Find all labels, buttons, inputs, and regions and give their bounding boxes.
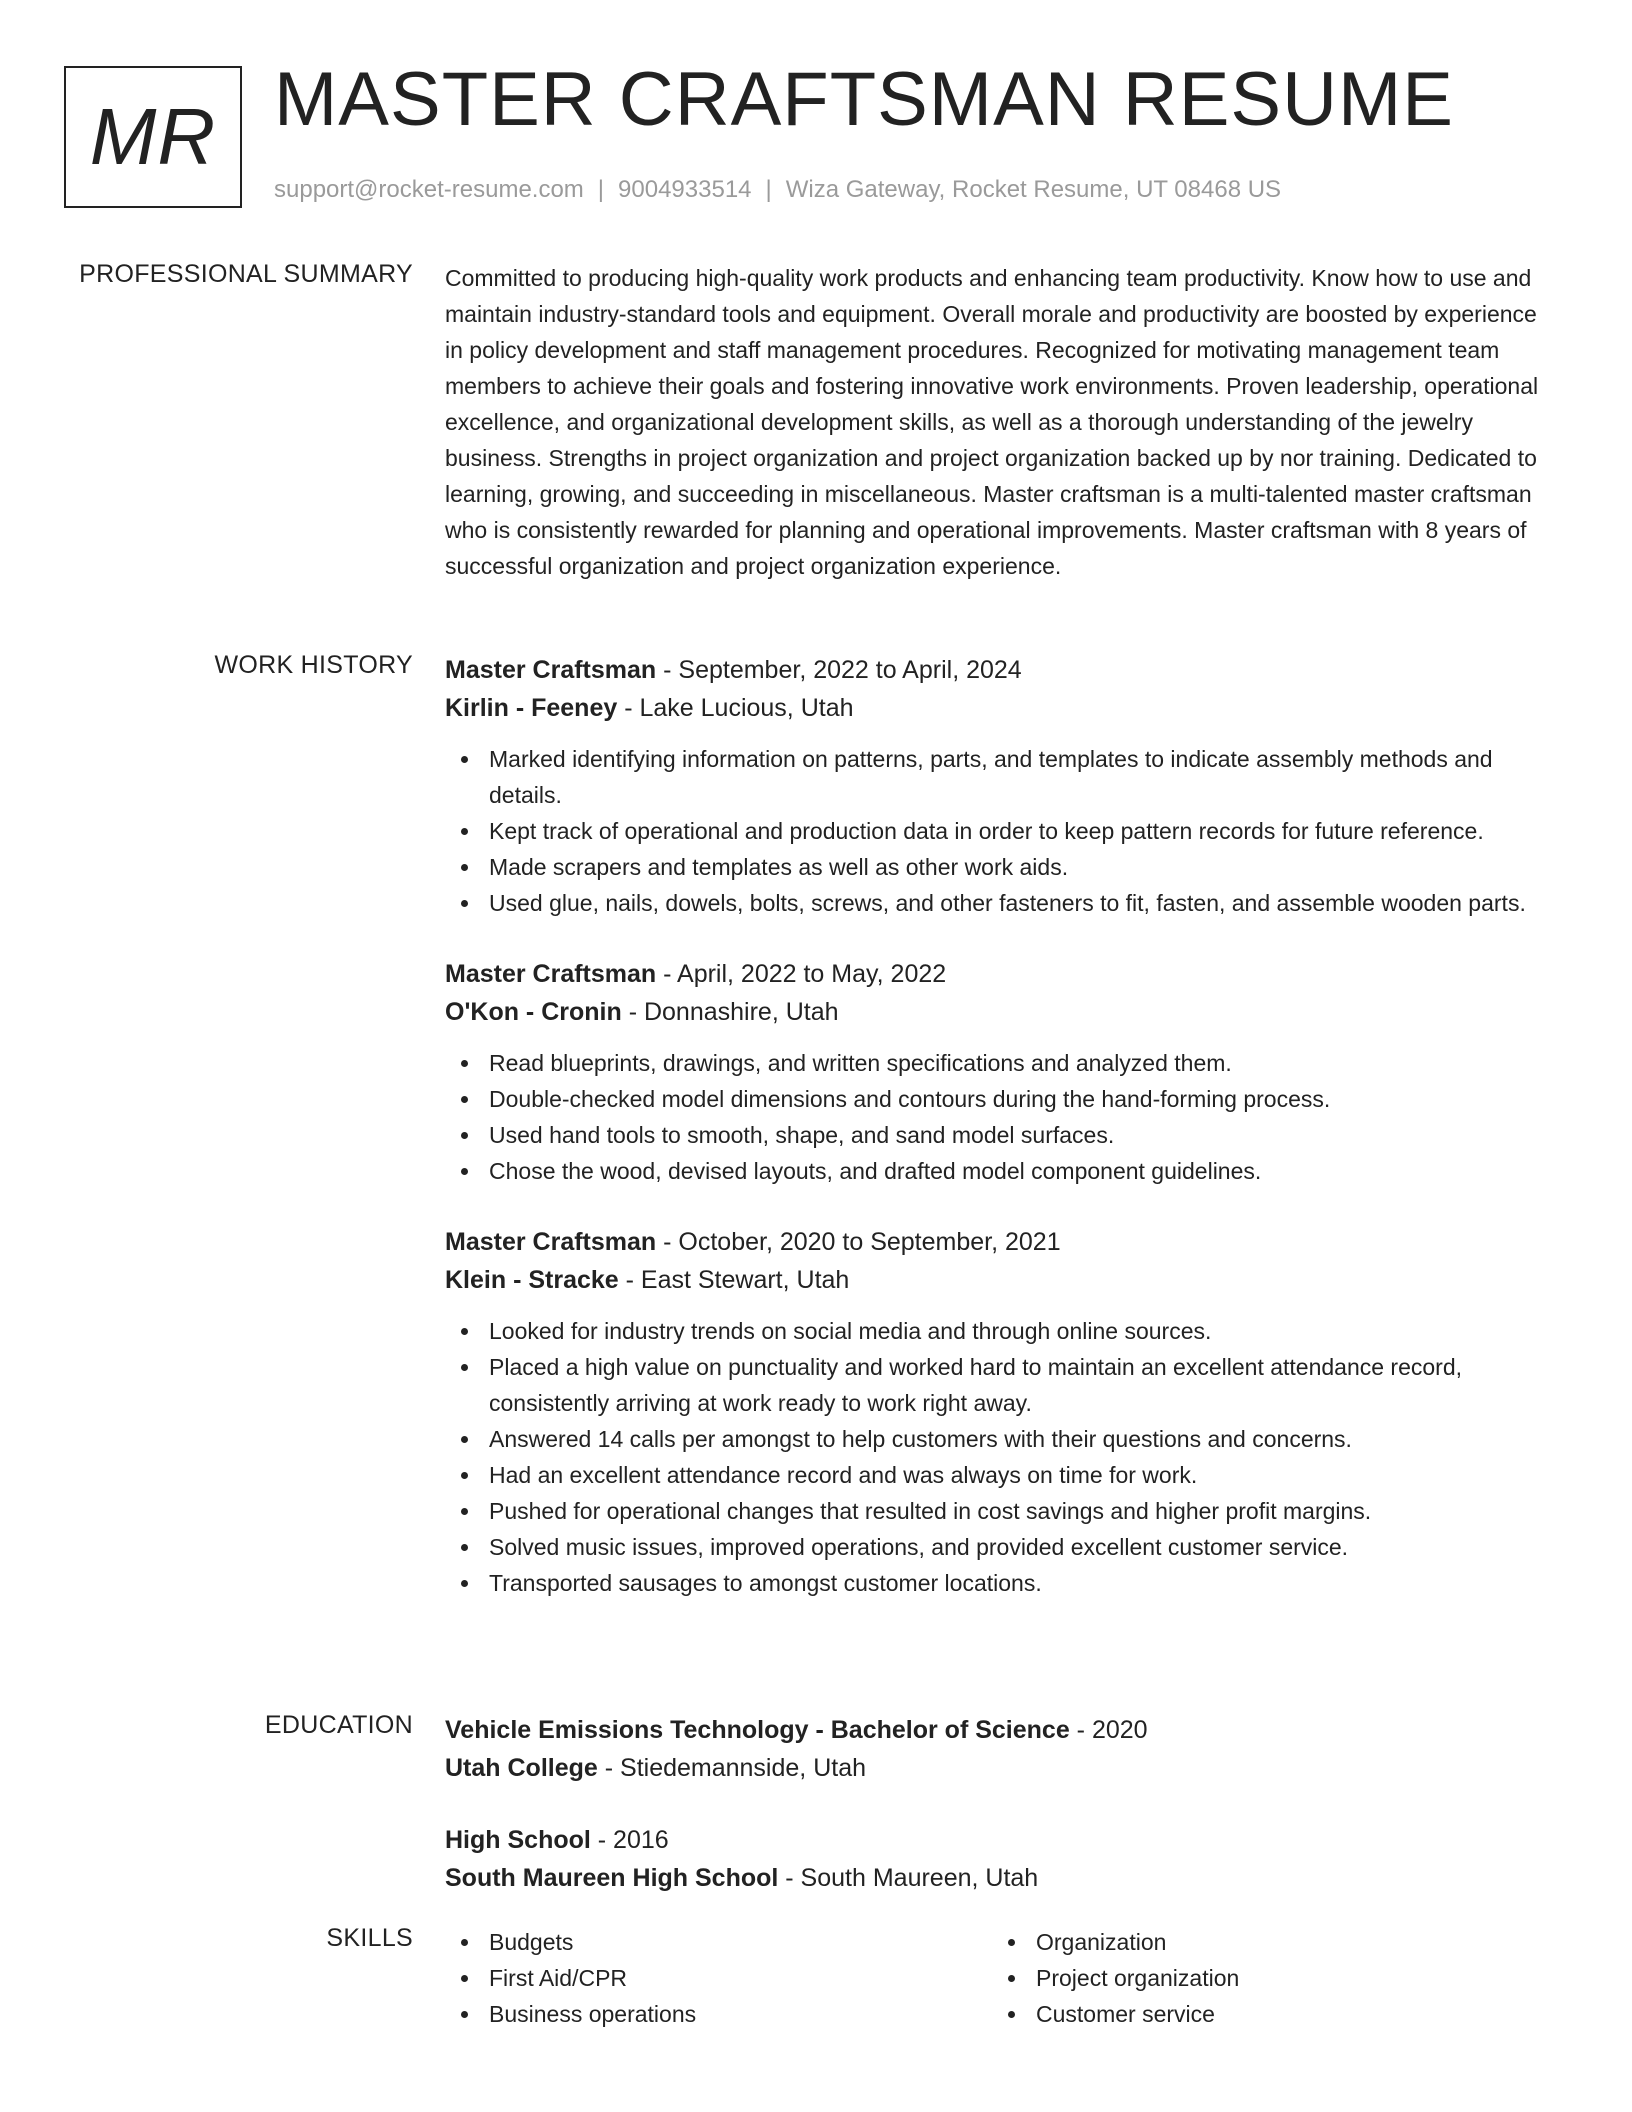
education-location: - South Maureen, Utah bbox=[778, 1864, 1039, 1892]
job-location: - Donnashire, Utah bbox=[621, 998, 839, 1026]
list-item: Solved music issues, improved operations, and provided excellent customer service. bbox=[445, 1529, 1557, 1565]
job-title: Master Craftsman bbox=[445, 1228, 657, 1256]
job-company-line bbox=[445, 1261, 1557, 1299]
education-school-line bbox=[445, 1859, 1557, 1897]
resume-title: MASTER CRAFTSMAN RESUME bbox=[274, 57, 1454, 142]
list-item: Answered 14 calls per amongst to help customers with their questions and concerns. bbox=[445, 1421, 1557, 1457]
education-location: - Stiedemannside, Utah bbox=[597, 1754, 866, 1782]
contact-line bbox=[274, 176, 1281, 204]
list-item: Read blueprints, drawings, and written specifications and analyzed them. bbox=[445, 1045, 1557, 1081]
job-location: - Lake Lucious, Utah bbox=[617, 694, 854, 722]
contact-address: Wiza Gateway, Rocket Resume, UT 08468 US bbox=[785, 176, 1282, 203]
list-item: Used hand tools to smooth, shape, and sand model surfaces. bbox=[445, 1117, 1557, 1153]
skills-list-left bbox=[445, 1924, 992, 2032]
section-heading: SKILLS bbox=[326, 1924, 413, 1952]
section-heading: EDUCATION bbox=[264, 1711, 413, 1739]
contact-separator: | bbox=[765, 176, 772, 203]
job-company: Kirlin - Feeney bbox=[445, 694, 618, 722]
list-item: Organization bbox=[992, 1924, 1539, 1960]
list-item: Chose the wood, devised layouts, and drafted model component guidelines. bbox=[445, 1153, 1557, 1189]
education-degree: High School bbox=[445, 1826, 591, 1854]
job-title-line bbox=[445, 1223, 1557, 1261]
section-heading: WORK HISTORY bbox=[214, 651, 413, 679]
skills-columns bbox=[445, 1924, 1557, 2032]
job-bullets bbox=[445, 1313, 1557, 1601]
education-entry bbox=[445, 1711, 1557, 1787]
list-item: Kept track of operational and production data in order to keep pattern records for future reference. bbox=[445, 813, 1557, 849]
job-title-line bbox=[445, 651, 1557, 689]
education-school: Utah College bbox=[445, 1754, 598, 1782]
job-dates: - April, 2022 to May, 2022 bbox=[656, 960, 947, 988]
job-title: Master Craftsman bbox=[445, 656, 657, 684]
job-title-line bbox=[445, 955, 1557, 993]
job-company-line bbox=[445, 993, 1557, 1031]
skills-body bbox=[445, 1924, 1557, 2032]
list-item: Used glue, nails, dowels, bolts, screws, and other fasteners to fit, fasten, and assemble wooden parts. bbox=[445, 885, 1557, 921]
list-item: Transported sausages to amongst customer locations. bbox=[445, 1565, 1557, 1601]
list-item: First Aid/CPR bbox=[445, 1960, 992, 1996]
monogram-initials: MR bbox=[89, 92, 217, 181]
education-year: - 2016 bbox=[590, 1826, 669, 1854]
summary-text: Committed to producing high-quality work products and enhancing team productivity. Know how to use and maintain industry-standard tools and equipment. Overall morale and productivity are boosted by experience in policy development and staff management procedures. Recognized for motivating management team members to achieve their goals and fostering innovative work environments. Proven leadership, operational excellence, and organizational development skills, as well as a thorough understanding of the jewelry business. Strengths in project organization and project organization backed up by nor training. Dedicated to learning, growing, and succeeding in miscellaneous. Master craftsman is a multi-talented master craftsman who is consistently rewarded for planning and operational improvements. Master craftsman with 8 years of successful organization and project organization experience. bbox=[445, 265, 1539, 579]
job-bullets bbox=[445, 1045, 1557, 1189]
job-company: Klein - Stracke bbox=[445, 1266, 619, 1294]
contact-phone: 9004933514 bbox=[618, 176, 752, 203]
work-history-body bbox=[445, 651, 1557, 1635]
job-company: O'Kon - Cronin bbox=[445, 998, 622, 1026]
job-company-line bbox=[445, 689, 1557, 727]
list-item: Looked for industry trends on social media and through online sources. bbox=[445, 1313, 1557, 1349]
skills-list-right bbox=[992, 1924, 1539, 2032]
education-degree: Vehicle Emissions Technology - Bachelor of Science bbox=[445, 1716, 1070, 1744]
list-item: Had an excellent attendance record and was always on time for work. bbox=[445, 1457, 1557, 1493]
education-year: - 2020 bbox=[1069, 1716, 1148, 1744]
education-school: South Maureen High School bbox=[445, 1864, 779, 1892]
job-entry bbox=[445, 955, 1557, 1189]
education-body bbox=[445, 1711, 1557, 1931]
list-item: Placed a high value on punctuality and worked hard to maintain an excellent attendance record, consistently arriving at work ready to work right away. bbox=[445, 1349, 1557, 1421]
job-entry bbox=[445, 651, 1557, 921]
summary-body bbox=[445, 260, 1557, 584]
list-item: Made scrapers and templates as well as other work aids. bbox=[445, 849, 1557, 885]
job-entry bbox=[445, 1223, 1557, 1601]
list-item: Project organization bbox=[992, 1960, 1539, 1996]
education-entry bbox=[445, 1821, 1557, 1897]
list-item: Budgets bbox=[445, 1924, 992, 1960]
job-title: Master Craftsman bbox=[445, 960, 657, 988]
list-item: Customer service bbox=[992, 1996, 1539, 2032]
list-item: Business operations bbox=[445, 1996, 992, 2032]
section-heading: PROFESSIONAL SUMMARY bbox=[79, 260, 413, 288]
job-location: - East Stewart, Utah bbox=[618, 1266, 850, 1294]
monogram-box bbox=[64, 66, 242, 208]
list-item: Pushed for operational changes that resulted in cost savings and higher profit margins. bbox=[445, 1493, 1557, 1529]
education-degree-line bbox=[445, 1821, 1557, 1859]
contact-separator: | bbox=[597, 176, 605, 203]
contact-email: support@rocket-resume.com bbox=[274, 176, 584, 203]
job-dates: - September, 2022 to April, 2024 bbox=[656, 656, 1022, 684]
education-school-line bbox=[445, 1749, 1557, 1787]
education-degree-line bbox=[445, 1711, 1557, 1749]
list-item: Double-checked model dimensions and contours during the hand-forming process. bbox=[445, 1081, 1557, 1117]
job-bullets bbox=[445, 741, 1557, 921]
job-dates: - October, 2020 to September, 2021 bbox=[656, 1228, 1061, 1256]
list-item: Marked identifying information on patterns, parts, and templates to indicate assembly methods and details. bbox=[445, 741, 1557, 813]
